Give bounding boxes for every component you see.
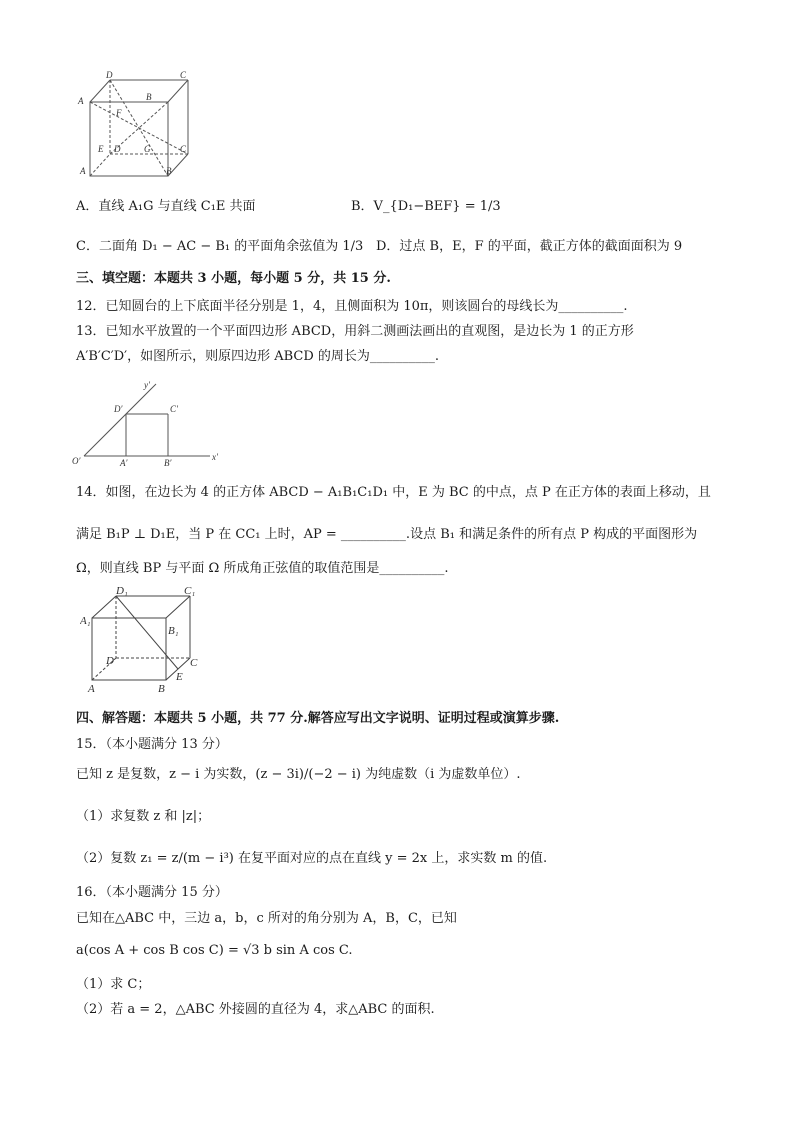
q11-option-d: D．过点 B，E，F 的平面，截正方体的截面面积为 9	[376, 239, 683, 254]
label-b-prime: B′	[164, 458, 172, 468]
label-c1: C	[180, 70, 187, 80]
label-b1: B	[146, 92, 152, 102]
label-y-axis: y′	[144, 380, 150, 390]
question-15-part1: （1）求复数 z 和 |z|；	[76, 809, 211, 824]
question-16-stem-line1: 已知在△ABC 中，三边 a，b，c 所对的角分别为 A，B，C，已知	[76, 911, 457, 926]
section-4-heading: 四、解答题：本题共 5 小题，共 77 分.解答应写出文字说明、证明过程或演算步骤.	[76, 711, 560, 726]
label-a1: A₁	[80, 615, 91, 627]
label-d: D	[106, 655, 114, 667]
question-15-part2: （2）复数 z₁ = z/(m − i³) 在复平面对应的点在直线 y = 2x 上，求实数 m 的值.	[76, 851, 548, 866]
question-12: 12．已知圆台的上下底面半径分别是 1，4，且侧面积为 10π，则该圆台的母线长为__________.	[76, 299, 628, 314]
label-g: G	[144, 144, 151, 154]
label-e: E	[98, 144, 104, 154]
label-x-axis: x′	[212, 452, 218, 462]
cube-figure-q14	[80, 584, 210, 694]
label-a: A	[88, 683, 95, 694]
question-16-stem-line2: a(cos A + cos B cos C) = √3 b sin A cos C.	[76, 943, 353, 958]
question-14-line2: 满足 B₁P ⊥ D₁E，当 P 在 CC₁ 上时，AP = __________.设点 B₁ 和满足条件的所有点 P 构成的平面图形为	[76, 527, 698, 542]
label-b1: B₁	[168, 625, 179, 637]
oblique-drawing-figure-q13	[70, 378, 220, 468]
label-o: O′	[72, 456, 81, 466]
q11-option-c: C．二面角 D₁ − AC − B₁ 的平面角余弦值为 1/3	[76, 239, 364, 254]
label-c: C	[180, 144, 187, 154]
section-3-heading: 三、填空题：本题共 3 小题，每小题 5 分，共 15 分.	[76, 271, 391, 286]
question-16-title: 16．（本小题满分 15 分）	[76, 885, 228, 900]
question-14-line3: Ω，则直线 BP 与平面 Ω 所成角正弦值的取值范围是__________.	[76, 561, 449, 576]
label-c-prime: C′	[170, 404, 178, 414]
question-13-line2: A′B′C′D′，如图所示，则原四边形 ABCD 的周长为__________.	[76, 349, 440, 364]
label-f: F	[116, 108, 122, 118]
label-a-prime: A′	[120, 458, 128, 468]
question-13-line1: 13．已知水平放置的一个平面四边形 ABCD，用斜二测画法画出的直观图，是边长为 1 的正方形	[76, 324, 634, 339]
label-b: B	[158, 683, 165, 694]
label-d: D	[114, 144, 121, 154]
label-c1: C₁	[184, 585, 196, 597]
label-e: E	[176, 671, 183, 683]
label-b: B	[166, 166, 172, 176]
question-14-line1: 14．如图，在边长为 4 的正方体 ABCD − A₁B₁C₁D₁ 中，E 为 BC 的中点，点 P 在正方体的表面上移动，且	[76, 485, 711, 500]
label-d1: D₁	[116, 585, 128, 597]
label-c: C	[190, 657, 198, 669]
question-16-part2: （2）若 a = 2，△ABC 外接圆的直径为 4，求△ABC 的面积.	[76, 1002, 435, 1017]
question-15-stem: 已知 z 是复数，z − i 为实数，(z − 3i)/(−2 − i) 为纯虚数（i 为虚数单位）.	[76, 767, 521, 782]
question-16-part1: （1）求 C；	[76, 977, 151, 992]
question-15-title: 15．（本小题满分 13 分）	[76, 737, 228, 752]
label-a: A	[80, 166, 86, 176]
label-d1: D	[106, 70, 113, 80]
q11-option-b: B．V_{D₁−BEF} = 1/3	[351, 199, 501, 214]
cube-figure-q11	[76, 70, 196, 180]
label-d-prime: D′	[114, 404, 123, 414]
label-a1: A	[78, 96, 84, 106]
q11-option-a: A．直线 A₁G 与直线 C₁E 共面	[76, 199, 256, 214]
